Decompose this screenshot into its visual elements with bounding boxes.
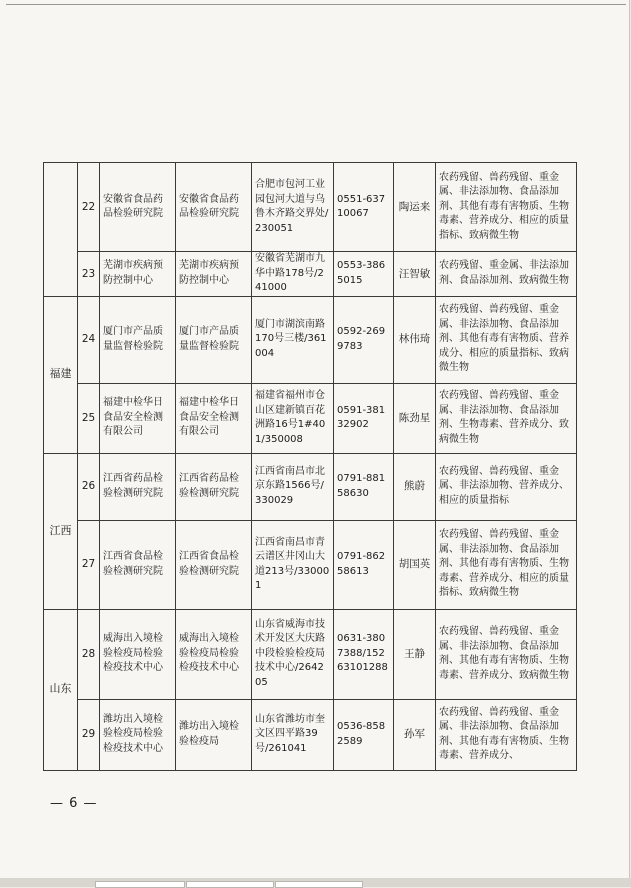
table-row (44, 296, 577, 383)
phone: 0536-8582589 (334, 699, 394, 770)
inspection-institution: 威海出入境检验检疫局检验检疫技术中心 (176, 609, 252, 699)
address: 山东省威海市技术开发区大庆路中段检验检疫局技术中心/264205 (252, 609, 334, 699)
phone: 0553-3865015 (334, 252, 394, 297)
inspection-institution: 江西省药品检验检测研究院 (176, 453, 252, 520)
table-row (44, 609, 577, 699)
contact-person: 陶运来 (394, 163, 436, 252)
table-row (44, 252, 577, 297)
phone: 0791-88158630 (334, 453, 394, 520)
phone: 0592-2699783 (334, 296, 394, 383)
contact-person: 孙军 (394, 699, 436, 770)
test-scope: 农药残留、兽药残留、重金属、非法添加物、食品添加剂、其他有毒有害物质、生物毒素、营养成分、相应的质量指标、致病微生物 (436, 163, 577, 252)
contact-person: 陈劲星 (394, 383, 436, 453)
province-cell: 福建 (44, 296, 78, 453)
institution-name: 江西省食品检验检测研究院 (100, 520, 176, 609)
lab-registry-table (43, 162, 577, 771)
province-cell: 江西 (44, 453, 78, 609)
row-number: 28 (78, 609, 100, 699)
top-rule (6, 4, 626, 5)
table-row (44, 163, 577, 252)
institution-name: 威海出入境检验检疫局检验检疫技术中心 (100, 609, 176, 699)
row-number: 22 (78, 163, 100, 252)
contact-person: 王静 (394, 609, 436, 699)
test-scope: 农药残留、重金属、非法添加剂、食品添加剂、致病微生物 (436, 252, 577, 297)
inspection-institution: 江西省食品检验检测研究院 (176, 520, 252, 609)
page-number: — 6 — (50, 796, 98, 811)
province-cell: 山东 (44, 609, 78, 770)
address: 安徽省芜湖市九华中路178号/241000 (252, 252, 334, 297)
table-row (44, 383, 577, 453)
test-scope: 农药残留、兽药残留、重金属、非法添加物、食品添加剂、其他有毒有害物质、生物毒素、营养成分、致病微生物 (436, 609, 577, 699)
phone: 0631-3807388/15263101288 (334, 609, 394, 699)
row-number: 24 (78, 296, 100, 383)
phone: 0591-38132902 (334, 383, 394, 453)
inspection-institution: 安徽省食品药品检验研究院 (176, 163, 252, 252)
inspection-institution: 福建中检华日食品安全检测有限公司 (176, 383, 252, 453)
province-cell (44, 163, 78, 297)
test-scope: 农药残留、兽药残留、重金属、非法添加物、营养成分、相应的质量指标 (436, 453, 577, 520)
institution-name: 福建中检华日食品安全检测有限公司 (100, 383, 176, 453)
contact-person: 胡国英 (394, 520, 436, 609)
test-scope: 农药残留、兽药残留、重金属、非法添加物、食品添加剂、生物毒素、营养成分、致病微生物 (436, 383, 577, 453)
institution-name: 潍坊出入境检验检疫局检验检疫技术中心 (100, 699, 176, 770)
address: 合肥市包河工业园包河大道与乌鲁木齐路交界处/230051 (252, 163, 334, 252)
phone: 0791-86258613 (334, 520, 394, 609)
institution-name: 安徽省食品药品检验研究院 (100, 163, 176, 252)
row-number: 27 (78, 520, 100, 609)
institution-name: 厦门市产品质量监督检验院 (100, 296, 176, 383)
contact-person: 林伟琦 (394, 296, 436, 383)
inspection-institution: 厦门市产品质量监督检验院 (176, 296, 252, 383)
test-scope: 农药残留、兽药残留、重金属、非法添加物、食品添加剂、其他有毒有害物质、生物毒素、营养成分、 (436, 699, 577, 770)
phone: 0551-63710067 (334, 163, 394, 252)
test-scope: 农药残留、兽药残留、重金属、非法添加物、食品添加剂、其他有毒有害物质、营养成分、相应的质量指标、致病微生物 (436, 296, 577, 383)
row-number: 23 (78, 252, 100, 297)
table-row (44, 520, 577, 609)
address: 山东省潍坊市奎文区四平路39号/261041 (252, 699, 334, 770)
inspection-institution: 潍坊出入境检验检疫局 (176, 699, 252, 770)
institution-name: 芜湖市疾病预防控制中心 (100, 252, 176, 297)
contact-person: 汪智敏 (394, 252, 436, 297)
row-number: 26 (78, 453, 100, 520)
address: 福建省福州市仓山区建新镇百花洲路16号1#401/350008 (252, 383, 334, 453)
address: 江西省南昌市北京东路1566号/330029 (252, 453, 334, 520)
test-scope: 农药残留、兽药残留、重金属、非法添加物、食品添加剂、其他有毒有害物质、生物毒素、营养成分、相应的质量指标、致病微生物 (436, 520, 577, 609)
inspection-institution: 芜湖市疾病预防控制中心 (176, 252, 252, 297)
address: 厦门市湖滨南路170号三楼/361004 (252, 296, 334, 383)
row-number: 25 (78, 383, 100, 453)
table-row (44, 453, 577, 520)
address: 江西省南昌市青云谱区井冈山大道213号/330001 (252, 520, 334, 609)
row-number: 29 (78, 699, 100, 770)
table-row (44, 699, 577, 770)
institution-name: 江西省药品检验检测研究院 (100, 453, 176, 520)
contact-person: 熊蔚 (394, 453, 436, 520)
